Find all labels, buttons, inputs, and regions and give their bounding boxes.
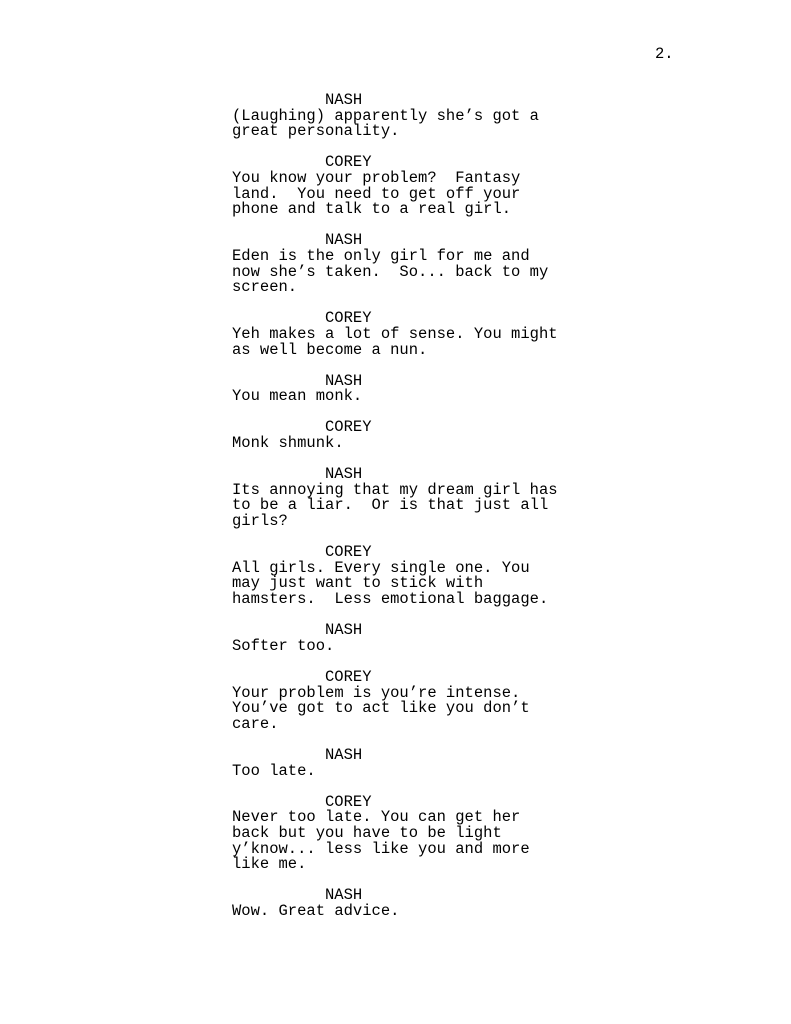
character-name: NASH (325, 465, 363, 484)
dialogue-line: Too late. (232, 761, 316, 780)
character-name: COREY (325, 153, 372, 172)
dialogue-line: hamsters. Less emotional baggage. (232, 590, 549, 608)
dialogue-block (232, 667, 562, 733)
dialogue-block (232, 745, 562, 780)
character-name: NASH (325, 745, 363, 764)
dialogue-block (232, 233, 562, 295)
character-name: NASH (325, 371, 363, 390)
dialogue-line: You’ve got to act like you don’t (232, 699, 530, 718)
character-name: NASH (325, 91, 363, 109)
dialogue-line: now she’s taken. So... back to my (232, 262, 549, 281)
dialogue-line: Monk shmunk. (232, 434, 344, 453)
dialogue-block (232, 792, 562, 874)
dialogue-line: y’know... less like you and more (232, 839, 530, 858)
dialogue-line: Wow. Great advice. (232, 901, 400, 920)
dialogue-line: Its annoying that my dream girl has (232, 480, 558, 499)
character-name: COREY (325, 667, 372, 686)
dialogue-block (232, 545, 562, 607)
dialogue-block (232, 420, 562, 451)
character-name: COREY (325, 792, 372, 811)
dialogue-line: like me. (232, 855, 307, 874)
character-name: NASH (325, 621, 363, 640)
dialogue-line: screen. (232, 278, 298, 297)
page-number: 2. (655, 45, 674, 63)
dialogue-line: (Laughing) apparently she’s got a (232, 106, 539, 125)
character-name: NASH (325, 886, 363, 905)
dialogue-block (232, 623, 562, 654)
dialogue-line: You know your problem? Fantasy (232, 168, 521, 187)
character-name: NASH (325, 231, 363, 250)
dialogue-block (232, 155, 562, 217)
dialogue-line: as well become a nun. (232, 340, 428, 359)
dialogue-line: great personality. (232, 122, 400, 141)
dialogue-block (232, 311, 562, 358)
dialogue-column (232, 93, 562, 935)
dialogue-line: Your problem is you’re intense. (232, 683, 521, 702)
dialogue-block (232, 93, 562, 140)
dialogue-line: girls? (232, 512, 288, 531)
dialogue-line: You mean monk. (232, 387, 363, 406)
dialogue-line: land. You need to get off your (232, 184, 521, 203)
dialogue-line: back but you have to be light (232, 823, 502, 842)
dialogue-block (232, 467, 562, 529)
character-name: COREY (325, 418, 372, 437)
dialogue-line: phone and talk to a real girl. (232, 200, 512, 219)
dialogue-line: care. (232, 714, 279, 733)
dialogue-line: Yeh makes a lot of sense. You might (232, 324, 558, 343)
dialogue-block (232, 888, 562, 919)
character-name: COREY (325, 543, 372, 562)
dialogue-line: to be a liar. Or is that just all (232, 496, 549, 515)
dialogue-line: All girls. Every single one. You (232, 558, 530, 577)
character-name: COREY (325, 309, 372, 328)
dialogue-line: Eden is the only girl for me and (232, 246, 530, 265)
dialogue-line: Softer too. (232, 636, 335, 655)
dialogue-line: Never too late. You can get her (232, 808, 521, 827)
dialogue-block (232, 371, 562, 406)
dialogue-line: may just want to stick with (232, 574, 484, 593)
